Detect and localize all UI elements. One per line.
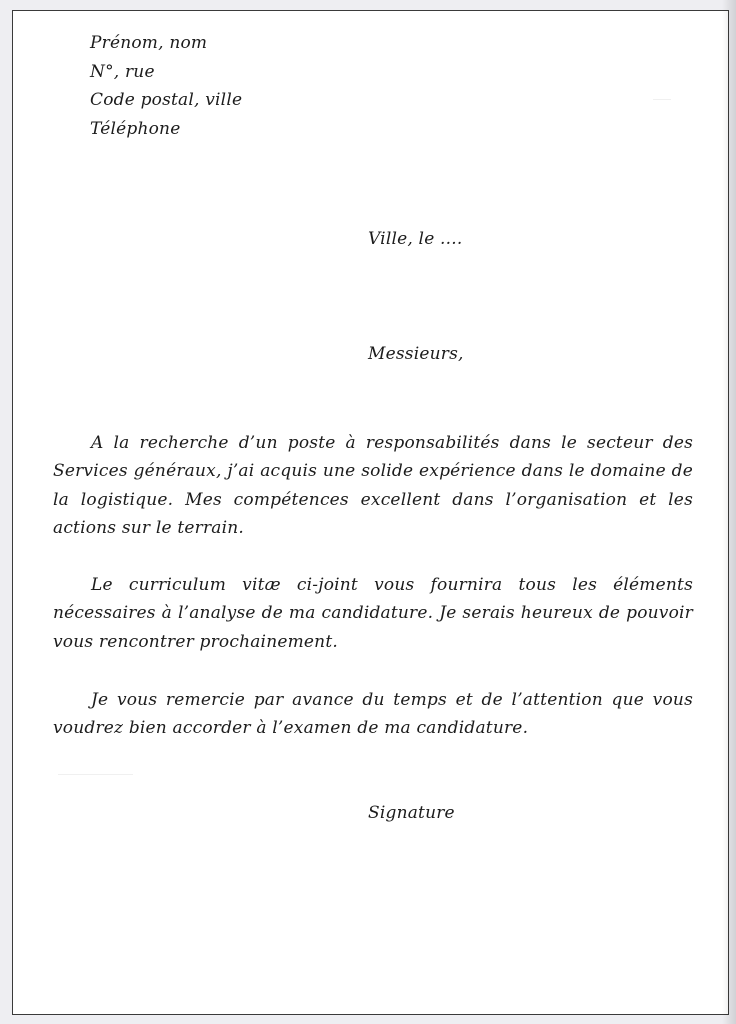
sender-phone: Téléphone <box>90 118 181 139</box>
letter-page <box>12 10 729 1015</box>
scan-smudge <box>58 774 133 775</box>
paragraph-cv: Le curriculum vitæ ci-joint vous fournira tous les éléments nécessaires à l’analyse de ma candidature. Je serais heureux de pouvoir vous rencontrer prochainement. <box>53 575 693 652</box>
signature: Signature <box>368 803 455 823</box>
sender-block <box>90 29 242 143</box>
date-line: Ville, le .... <box>368 229 463 249</box>
scan-edge-shadow <box>722 0 736 1024</box>
sender-street: N°, rue <box>90 61 155 82</box>
paragraph-intro: A la recherche d’un poste à responsabilités dans le secteur des Services généraux, j’ai acquis une solide expérience dans le domaine de la logistique. Mes compétences excellent dans l’organisation et les actions sur le terrain. <box>53 433 693 538</box>
sender-name: Prénom, nom <box>90 33 208 53</box>
salutation: Messieurs, <box>368 344 464 364</box>
sender-city: Code postal, ville <box>90 90 243 110</box>
scan-smudge <box>653 99 671 100</box>
paragraph-closing: Je vous remercie par avance du temps et de l’attention que vous voudrez bien accorder à l’examen de ma candidature. <box>53 690 693 739</box>
